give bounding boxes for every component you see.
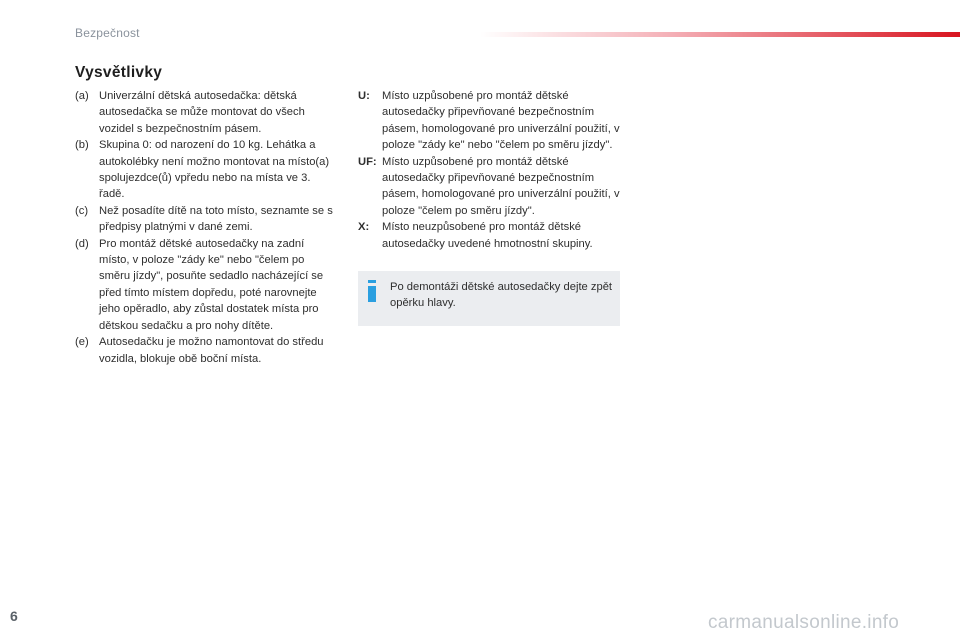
legend-text: Než posadíte dítě na toto místo, seznamte se s předpisy platnými v dané zemi. [99, 204, 333, 234]
legend-marker: (b) [75, 139, 89, 152]
legend-item [358, 88, 620, 154]
legend-marker: (c) [75, 204, 89, 217]
info-box [358, 271, 620, 326]
legend-item [358, 154, 620, 220]
legend-text: Univerzální dětská autosedačka: dětská autosedačka se může montovat do všech vozidel s bezpečnostním pásem. [99, 90, 305, 135]
info-text: Po demontáži dětské autosedačky dejte zpět opěrku hlavy. [390, 281, 613, 310]
legend-marker: (d) [75, 237, 89, 250]
legend-list-left [75, 88, 337, 367]
legend-item [75, 137, 337, 203]
legend-item [75, 236, 337, 334]
legend-marker: (e) [75, 336, 89, 349]
legend-marker: UF: [358, 155, 377, 168]
info-icon [368, 280, 376, 302]
page-number: 6 [10, 608, 18, 624]
legend-text: Místo neuzpůsobené pro montáž dětské autosedačky uvedené hmotnostní skupiny. [382, 221, 593, 250]
info-icon-bar [368, 286, 376, 302]
legend-item [75, 334, 337, 367]
legend-text: Místo uzpůsobené pro montáž dětské autosedačky připevňované bezpečnostním pásem, homologované pro univerzální použití, v poloze "čelem po směru jízdy". [382, 155, 620, 217]
legend-text: Pro montáž dětské autosedačky na zadní místo, v poloze "zády ke" nebo "čelem po směru jízdy", posuňte sedadlo nacházející se před tímto místem dopředu, poté narovnejte jeho opěradlo, aby zůstal dostatek místa pro dětskou sedačku a pro nohy dítěte. [99, 237, 324, 332]
watermark: carmanualsonline.info [708, 612, 900, 633]
legend-item [75, 203, 337, 236]
section-title: Bezpečnost [75, 26, 140, 40]
legend-item [75, 88, 337, 137]
legend-marker: U: [358, 90, 370, 102]
header-accent-bar [480, 32, 960, 37]
legend-text: Autosedačku je možno namontovat do středu vozidla, blokuje obě boční místa. [99, 336, 324, 365]
legend-text: Místo uzpůsobené pro montáž dětské autosedačky připevňované bezpečnostním pásem, homologované pro univerzální použití, v poloze "zády ke" nebo "čelem po směru jízdy". [382, 90, 620, 152]
legend-item [358, 219, 620, 252]
page-heading: Vysvětlivky [75, 64, 163, 81]
info-icon-dot [368, 280, 376, 283]
legend-marker: (a) [75, 90, 89, 102]
legend-marker: X: [358, 221, 370, 234]
legend-text: Skupina 0: od narození do 10 kg. Lehátka a autokolébky není možno montovat na místo(a) spolujezdce(ů) vpředu nebo na místa ve 3. řadě. [99, 139, 330, 201]
legend-list-right [358, 88, 620, 252]
